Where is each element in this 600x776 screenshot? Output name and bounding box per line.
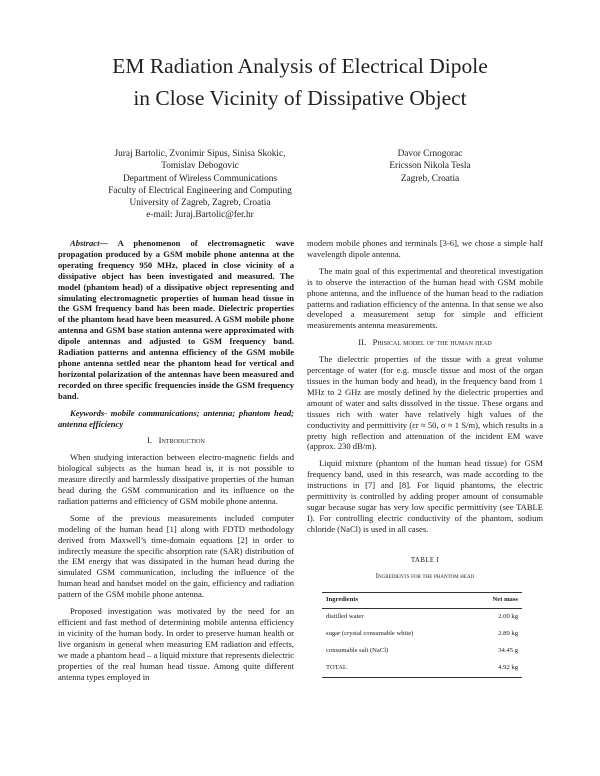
table-cell: 2.00 kg: [498, 613, 518, 621]
author-block-left: [60, 148, 340, 222]
table-cell: TOTAL: [322, 660, 470, 677]
paper-title: [40, 50, 560, 114]
table-cell: sugar (crystal consumable white): [326, 630, 414, 638]
author-email: e-mail: Juraj.Bartolic@fer.hr: [146, 210, 254, 221]
abstract: [58, 238, 294, 402]
section-title: Introduction: [158, 435, 205, 446]
author-university: University of Zagreb, Zagreb, Croatia: [129, 198, 271, 209]
author-block-right: [340, 148, 520, 185]
author-name: Davor Crnogorac: [397, 149, 463, 159]
paragraph: The dielectric properties of the tissue with a great volume percentage of water (for e.g. muscle tissue and most of the organ tissues in the human body and head), in the frequency band from 1 MHz to 2 GHz are mostly defined by the dielectric properties and amount of water and salts dissolved in the tissue. These organs and tissues rich with water have relatively high values of the conductivity and permittivity (εr ≈ 50, σ ≈ 1 S/m), which results in a pretty high reflection and attenuation of the incident EM wave (approx. 230 dB/m).: [307, 354, 543, 452]
section-heading-introduction: [58, 435, 294, 446]
title-line-1: EM Radiation Analysis of Electrical Dipole: [112, 54, 488, 78]
section-title: Phisical model of the human head: [372, 337, 492, 348]
left-column: [58, 238, 294, 688]
table-cell: 4.92 kg: [470, 660, 522, 677]
table-cell: 34.45 g: [498, 647, 518, 655]
ingredients-table: [322, 592, 522, 678]
title-line-2: in Close Vicinity of Dissipative Object: [133, 86, 467, 110]
table-cell: consumable salt (NaCl): [326, 647, 389, 655]
table-header: Net mass: [470, 593, 522, 609]
table-row: [322, 660, 522, 677]
keywords: Keywords- mobile communications; antenna; phantom head; antenna efficiency: [58, 407, 294, 429]
table-row: [322, 643, 522, 660]
abstract-text: A phenomenon of electromagnetic wave propagation produced by a GSM mobile phone antenna at the operating frequency 950 MHz, placed in close vicinity of a dissipative object has been investigated and measured. The model (phantom head) of a dissipative object representing and simulating electromagnetic properties of human head tissue in the GSM frequency band has been made. Dielectric properties of the phantom head have been measured. A GSM mobile phone antenna and GSM base station antenna were approximated with dipole antennas and adjusted to GSM frequency band. Radiation patterns and antenna efficiency of the GSM mobile phone antenna settled near the phantom head for vertical and horizontal polarization of the antennas have been measured and recorded on three specific frequencies inside the GSM frequency band.: [58, 238, 294, 401]
right-column: [307, 238, 543, 678]
author-faculty: Faculty of Electrical Engineering and Computing: [108, 185, 292, 196]
paragraph: When studying interaction between electro-magnetic fields and biological subjects as the human head is, it is not possible to measure directly and harmlessly dissipative properties of the human head during the GSM communication and its influence on the radiation patterns and efficiency of GSM mobile phone antenna.: [58, 452, 294, 506]
table-cell: 2.89 kg: [498, 630, 518, 638]
section-heading-physical-model: [307, 337, 543, 348]
paragraph: The main goal of this experimental and theoretical investigation is to observe the interaction of the human head with GSM mobile phone antenna, and the influence of the human head to the radiation patterns and radiation efficiency of the antenna. In that sense we also developed a measurement setup for simple and efficient measurements antenna measurements.: [307, 265, 543, 331]
table-row: [322, 626, 522, 643]
table-row: [322, 609, 522, 626]
table-header: Ingredients: [322, 593, 470, 609]
author-names: Juraj Bartolic, Zvonimir Sipus, Sinisa Skokic,: [114, 149, 286, 159]
table-caption: Ingredients for the phantom head: [375, 572, 475, 580]
paragraph: Proposed investigation was motivated by the need for an efficient and fast method of determining mobile antenna efficiency in vicinity of the human body. In order to preserve human health or live organism in general when measuring EM radiation and effects, we made a phantom head – a liquid mixture that represents dielectric properties of the real human head tissue. Among quite different antenna types employed in: [58, 606, 294, 682]
table-cell: distilled water: [326, 613, 364, 621]
author-names-cont: Tomislav Debogovic: [161, 161, 239, 172]
section-number: II.: [358, 337, 367, 348]
section-number: I.: [147, 435, 153, 446]
abstract-label: Abstract—: [70, 238, 108, 248]
author-city: Zagreb, Croatia: [400, 173, 460, 184]
table-label: TABLE I: [410, 555, 440, 564]
paragraph: Some of the previous measurements included computer modeling of the human head [1] along with FDTD methodology derived from Maxwell’s time-domain equations [2] in order to indirectly measure the specific absorption rate (SAR) distribution of the EM energy that was dissipated in the human head during the simulated GSM communication, including the influence of the human head and handset model on the gain, efficiency and radiation pattern of the GSM mobile phone antenna.: [58, 512, 294, 600]
paragraph: Liquid mixture (phantom of the human head tissue) for GSM frequency band, used in this research, was made according to the instructions in [7] and [8]. For liquid phantoms, the electric permittivity is controlled by adding proper amount of consumable sugar because sugar has very low specific permittivity (see TABLE I). For controlling electric conductivity of the phantom, sodium chloride (NaCl) is used in all cases.: [307, 458, 543, 534]
table-header-row: [322, 593, 522, 609]
paragraph: modern mobile phones and terminals [3-6], we chose a simple half wavelength dipole antenna.: [307, 238, 543, 259]
author-department: Department of Wireless Communications: [122, 173, 278, 184]
author-company: Ericsson Nikola Tesla: [389, 161, 471, 172]
